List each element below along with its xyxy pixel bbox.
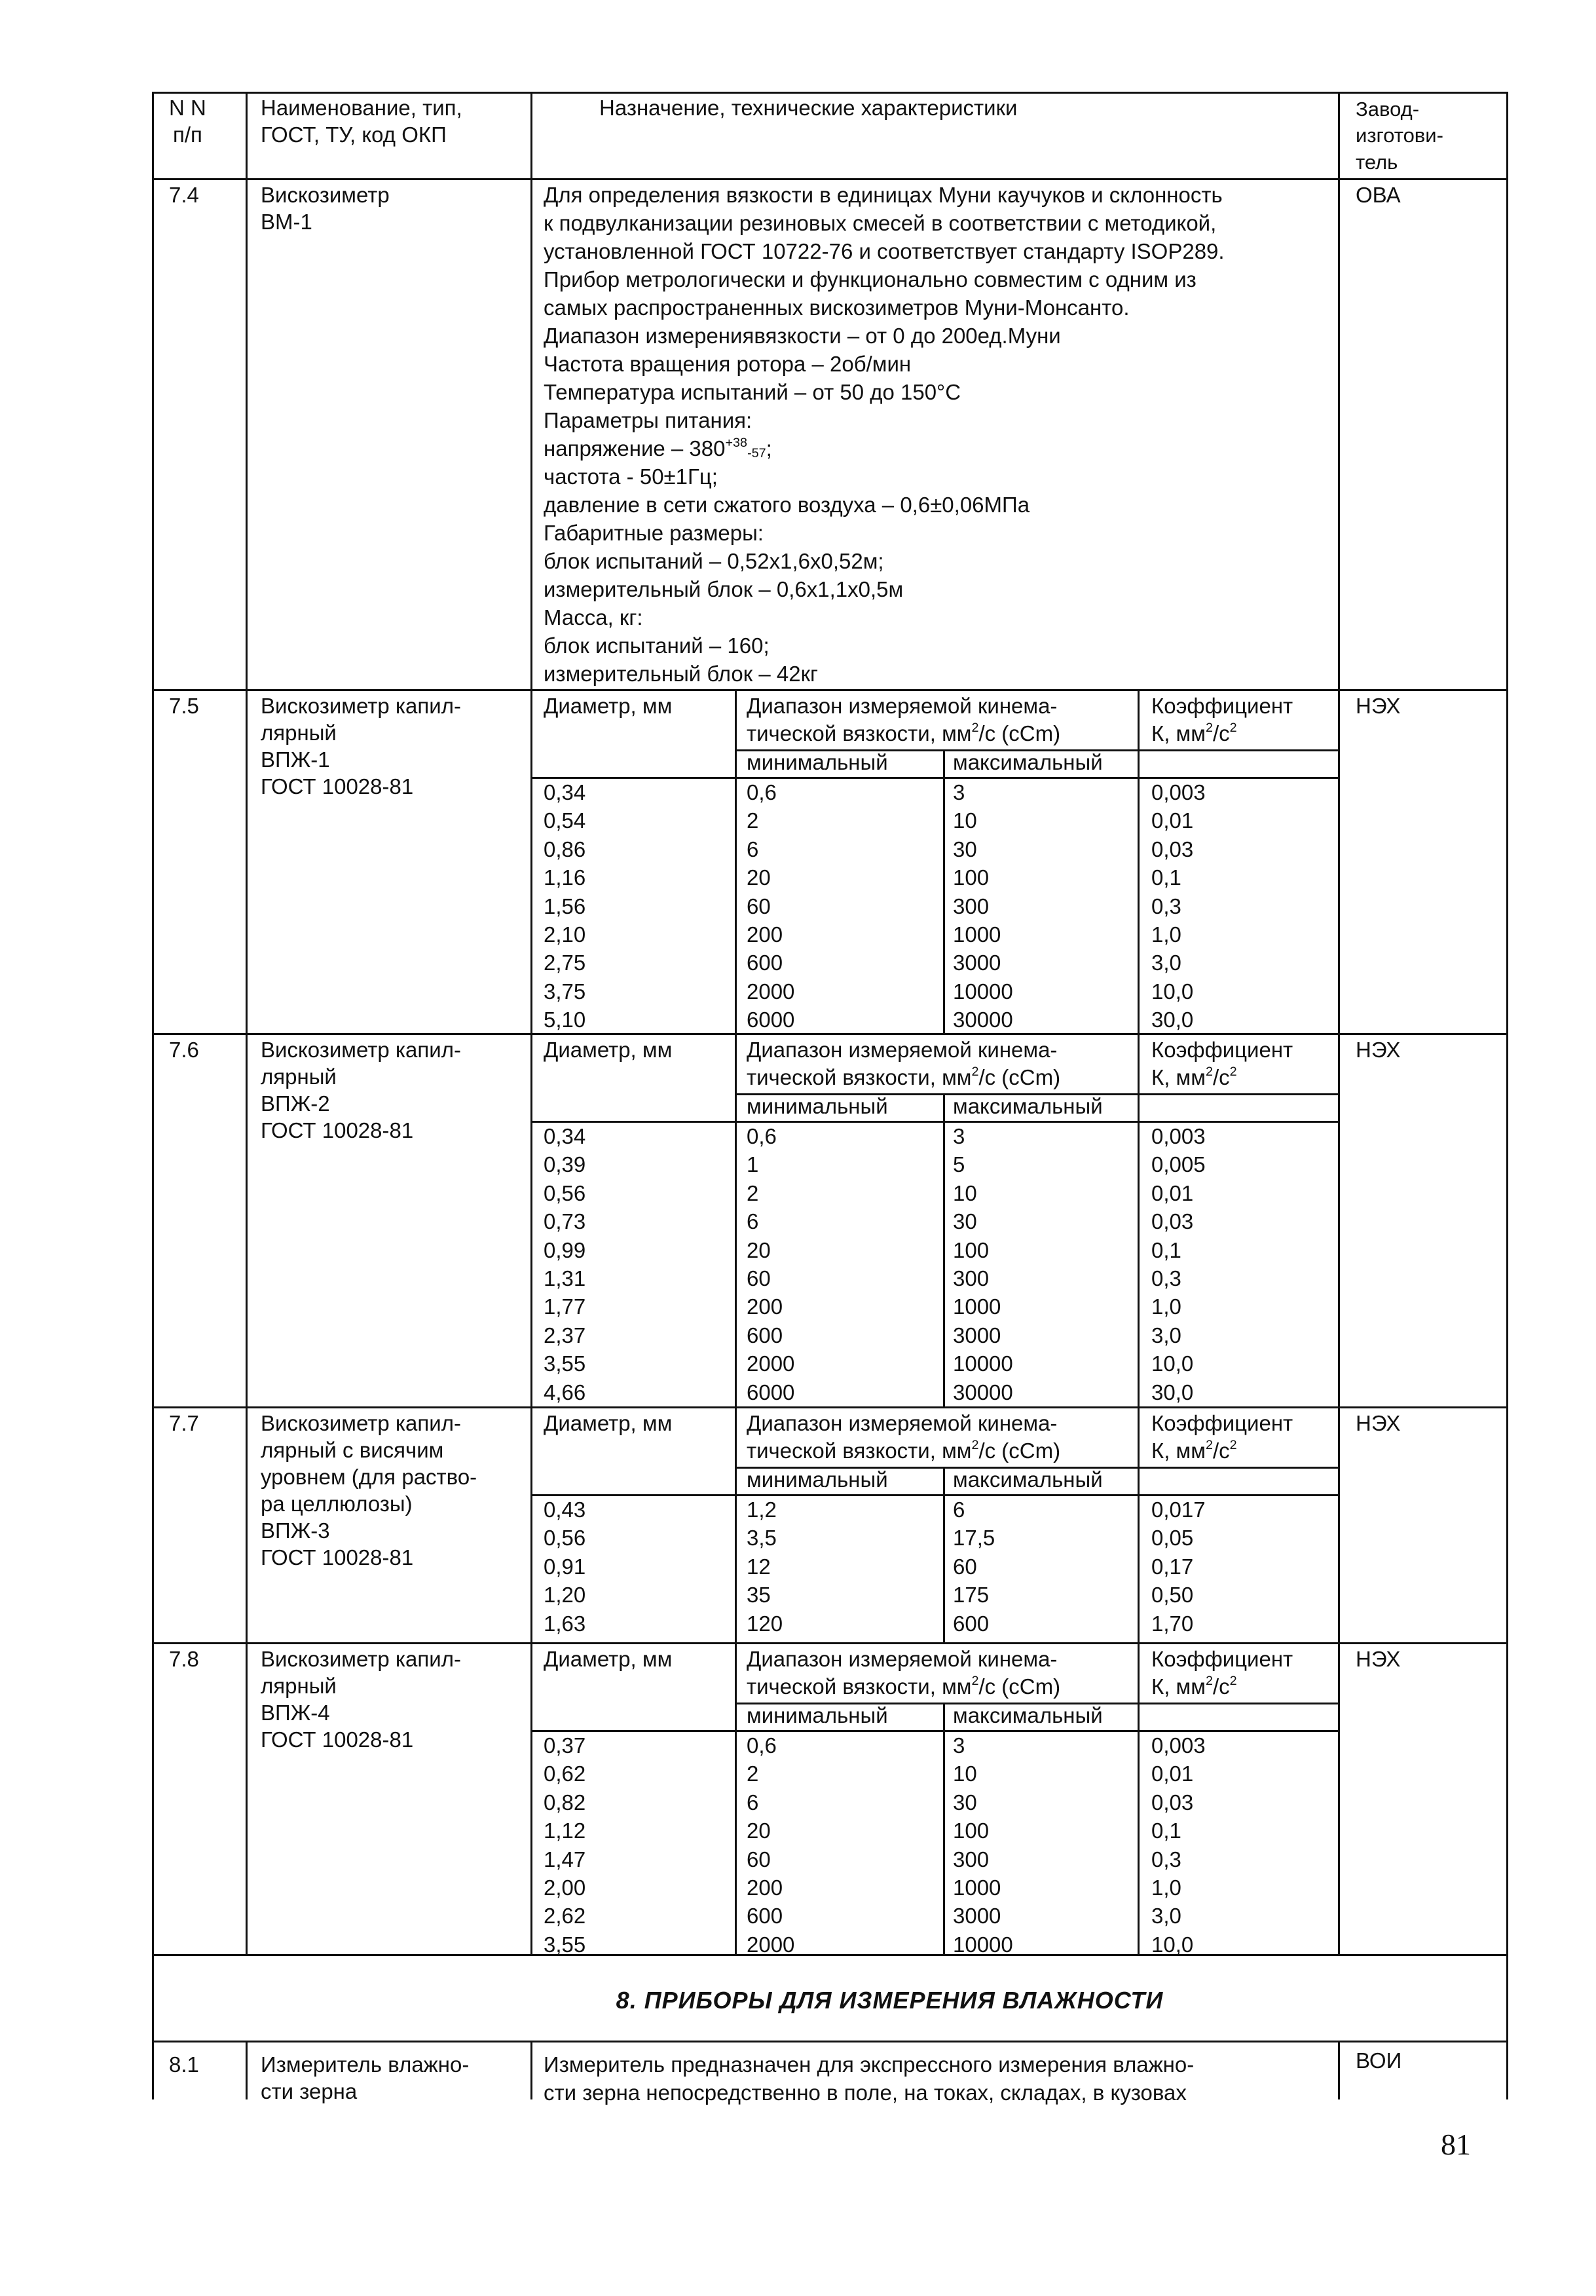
row-7-4-bottom-rule <box>152 689 1506 691</box>
superscript: 2 <box>1205 1674 1213 1689</box>
min-viscosity-cell: 0,6 <box>747 780 777 804</box>
row-7-4-desc-line: Для определения вязкости в единицах Муни каучуков и склонность <box>544 183 1223 207</box>
coefficient-cell: 3,0 <box>1151 1323 1181 1347</box>
max-viscosity-cell: 175 <box>953 1583 990 1608</box>
coefficient-header-line-2: К, $мм^2/с^2$ <box>1151 1438 1237 1463</box>
coefficient-cell: 0,1 <box>1151 1818 1181 1843</box>
max-viscosity-cell: 30 <box>953 837 977 861</box>
column-rule <box>530 2041 532 2099</box>
coefficient-cell: 0,01 <box>1151 1761 1194 1786</box>
coefficient-cell: 0,005 <box>1151 1152 1206 1177</box>
subtable-col-rule <box>1138 1033 1140 1406</box>
coefficient-cell: 0,17 <box>1151 1554 1194 1579</box>
row-7-7-bottom-rule <box>152 1642 1506 1644</box>
coefficient-cell: 0,003 <box>1151 1124 1206 1148</box>
diameter-cell: 0,34 <box>544 1124 586 1148</box>
max-header: максимальный <box>953 1094 1103 1118</box>
coefficient-header-line-1: Коэффициент <box>1151 1038 1293 1062</box>
row-7-4-desc-line: Температура испытаний – от 50 до 150°С <box>544 380 961 404</box>
voltage-sup: +38 <box>725 436 748 451</box>
row-8-1-desc-line-2: сти зерна непосредственно в поле, на токах, складах, в кузовах <box>544 2080 1187 2105</box>
diameter-cell: 4,66 <box>544 1380 586 1404</box>
superscript: 2 <box>1229 1674 1237 1689</box>
r77-maker: НЭХ <box>1356 1411 1401 1435</box>
diameter-cell: 0,43 <box>544 1497 586 1522</box>
min-header: минимальный <box>747 1703 888 1727</box>
diameter-cell: 0,62 <box>544 1761 586 1786</box>
min-viscosity-cell: 6 <box>747 1790 759 1815</box>
max-viscosity-cell: 5 <box>953 1152 965 1177</box>
coefficient-cell: 10,0 <box>1151 979 1194 1004</box>
max-viscosity-cell: 10 <box>953 1180 977 1205</box>
row-8-1-desc-line-1: Измеритель предназначен для экспрессного измерения влажно- <box>544 2052 1195 2077</box>
diameter-cell: 1,56 <box>544 894 586 918</box>
max-viscosity-cell: 300 <box>953 1847 990 1872</box>
diameter-cell: 0,91 <box>544 1554 586 1579</box>
min-viscosity-cell: 60 <box>747 1847 771 1872</box>
min-viscosity-cell: 2 <box>747 808 759 833</box>
superscript: 2 <box>1229 1438 1237 1453</box>
coefficient-cell: 10,0 <box>1151 1932 1194 1957</box>
coefficient-header-line-1: Коэффициент <box>1151 1411 1293 1435</box>
diameter-cell: 1,12 <box>544 1818 586 1843</box>
superscript: 2 <box>971 1674 979 1689</box>
diameter-cell: 2,75 <box>544 950 586 975</box>
coefficient-cell: 3,0 <box>1151 950 1181 975</box>
coefficient-cell: 0,03 <box>1151 1790 1194 1815</box>
diameter-cell: 0,73 <box>544 1209 586 1234</box>
coefficient-header-line-2: К, $мм^2/с^2$ <box>1151 1674 1237 1699</box>
superscript: 2 <box>971 1064 979 1080</box>
superscript: 2 <box>971 721 979 736</box>
range-header-line-1: Диапазон измеряемой кинема- <box>747 1411 1058 1435</box>
row-7-4-desc-line: Параметры питания: <box>544 408 752 432</box>
diameter-cell: 0,37 <box>544 1733 586 1758</box>
header-name: Наименование, тип, ГОСТ, ТУ, код ОКП <box>261 96 462 147</box>
max-header: максимальный <box>953 1467 1103 1492</box>
range-header-line-1: Диапазон измеряемой кинема- <box>747 1038 1058 1062</box>
min-viscosity-cell: 12 <box>747 1554 771 1579</box>
diameter-header: Диаметр, мм <box>544 694 673 718</box>
min-viscosity-cell: 600 <box>747 1904 783 1929</box>
min-viscosity-cell: 20 <box>747 865 771 890</box>
r75-num: 7.5 <box>169 694 199 718</box>
row-7-4-desc-line: к подвулканизации резиновых смесей в соответствии с методикой, <box>544 211 1217 235</box>
superscript: 2 <box>1229 721 1237 736</box>
r76-num: 7.6 <box>169 1038 199 1062</box>
row-8-1-maker: ВОИ <box>1356 2048 1402 2073</box>
min-viscosity-cell: 0,6 <box>747 1733 777 1758</box>
column-rule <box>530 92 532 1954</box>
min-viscosity-cell: 20 <box>747 1818 771 1843</box>
subtable-col-rule <box>943 749 945 1033</box>
coefficient-header-line-2: К, $мм^2/с^2$ <box>1151 721 1237 745</box>
max-viscosity-cell: 30 <box>953 1209 977 1234</box>
coefficient-cell: 0,003 <box>1151 780 1206 804</box>
max-viscosity-cell: 3 <box>953 1733 965 1758</box>
r75-maker: НЭХ <box>1356 694 1401 718</box>
coefficient-cell: 0,05 <box>1151 1526 1194 1551</box>
coefficient-cell: 0,003 <box>1151 1733 1206 1758</box>
min-viscosity-cell: 2 <box>747 1180 759 1205</box>
max-viscosity-cell: 300 <box>953 1266 990 1290</box>
subtable-col-rule <box>1138 1642 1140 1954</box>
r78-num: 7.8 <box>169 1647 199 1671</box>
max-viscosity-cell: 30000 <box>953 1380 1013 1404</box>
diameter-cell: 0,82 <box>544 1790 586 1815</box>
subtable-header-rule <box>530 1121 1338 1123</box>
header-purpose: Назначение, технические характеристики <box>599 96 1018 120</box>
coefficient-cell: 0,50 <box>1151 1583 1194 1608</box>
max-viscosity-cell: 30 <box>953 1790 977 1815</box>
row-7-4-desc-line: Прибор метрологически и функционально совместим с одним из <box>544 267 1197 292</box>
row-8-1-num: 8.1 <box>169 2052 199 2077</box>
max-viscosity-cell: 600 <box>953 1611 990 1636</box>
diameter-cell: 2,37 <box>544 1323 586 1347</box>
diameter-cell: 1,63 <box>544 1611 586 1636</box>
min-viscosity-cell: 60 <box>747 1266 771 1290</box>
r75-name: Вискозиметр капил- лярный ВПЖ-1 ГОСТ 10028-81 <box>261 694 461 799</box>
max-header: максимальный <box>953 1703 1103 1727</box>
max-viscosity-cell: 3 <box>953 1124 965 1148</box>
column-rule <box>1338 2041 1340 2099</box>
subtable-col-rule <box>943 1703 945 1954</box>
subtable-col-rule <box>943 1467 945 1642</box>
diameter-cell: 1,47 <box>544 1847 586 1872</box>
subtable-col-rule <box>735 1642 737 1954</box>
diameter-cell: 0,34 <box>544 780 586 804</box>
diameter-cell: 0,86 <box>544 837 586 861</box>
row-8-1-name: Измеритель влажно- сти зерна <box>261 2052 470 2103</box>
range-header-line-1: Диапазон измеряемой кинема- <box>747 694 1058 718</box>
min-viscosity-cell: 1 <box>747 1152 759 1177</box>
page-number: 81 <box>1441 2128 1471 2161</box>
min-viscosity-cell: 2000 <box>747 1351 795 1376</box>
row-7-4-desc-line: Диапазон измерениявязкости – от 0 до 200ед.Муни <box>544 324 1061 348</box>
max-viscosity-cell: 10000 <box>953 1932 1013 1957</box>
min-viscosity-cell: 6 <box>747 837 759 861</box>
diameter-header: Диаметр, мм <box>544 1647 673 1671</box>
max-header: максимальный <box>953 750 1103 774</box>
diameter-header: Диаметр, мм <box>544 1038 673 1062</box>
range-header-line-2: тической вязкости, $мм^2/с$ (сCm) <box>747 1064 1061 1089</box>
header-bottom-rule <box>152 178 1506 180</box>
coefficient-cell: 3,0 <box>1151 1904 1181 1929</box>
min-viscosity-cell: 200 <box>747 1875 783 1900</box>
superscript: 2 <box>1205 721 1213 736</box>
coefficient-cell: 1,0 <box>1151 1875 1181 1900</box>
range-header-line-1: Диапазон измеряемой кинема- <box>747 1647 1058 1671</box>
header-maker: Завод- изготови- тель <box>1356 98 1443 174</box>
min-viscosity-cell: 6000 <box>747 1380 795 1404</box>
diameter-cell: 0,56 <box>544 1526 586 1551</box>
max-viscosity-cell: 1000 <box>953 922 1001 947</box>
min-header: минимальный <box>747 1467 888 1492</box>
r76-maker: НЭХ <box>1356 1038 1401 1062</box>
table-right-rule <box>1506 92 1508 2099</box>
max-viscosity-cell: 100 <box>953 1818 990 1843</box>
diameter-cell: 0,54 <box>544 808 586 833</box>
min-viscosity-cell: 35 <box>747 1583 771 1608</box>
superscript: 2 <box>1229 1064 1237 1080</box>
subtable-header-rule <box>530 1494 1338 1496</box>
r76-name: Вискозиметр капил- лярный ВПЖ-2 ГОСТ 10028-81 <box>261 1038 461 1142</box>
coefficient-cell: 0,01 <box>1151 1180 1194 1205</box>
row-7-4-desc-line: давление в сети сжатого воздуха – 0,6±0,06МПа <box>544 493 1030 517</box>
diameter-cell: 2,62 <box>544 1904 586 1929</box>
subtable-col-rule <box>735 1033 737 1406</box>
subtable-col-rule <box>943 1093 945 1406</box>
subtable-col-rule <box>1138 1406 1140 1642</box>
coefficient-header-line-1: Коэффициент <box>1151 694 1293 718</box>
max-viscosity-cell: 10 <box>953 808 977 833</box>
max-viscosity-cell: 100 <box>953 1237 990 1262</box>
header-num: N N п/п <box>169 96 206 147</box>
min-viscosity-cell: 2 <box>747 1761 759 1786</box>
min-viscosity-cell: 1,2 <box>747 1497 777 1522</box>
min-viscosity-cell: 60 <box>747 894 771 918</box>
row-7-8-bottom-rule <box>152 1954 1506 1956</box>
row-7-5-bottom-rule <box>152 1033 1506 1035</box>
diameter-cell: 2,10 <box>544 922 586 947</box>
row-7-4-name: Вискозиметр ВМ-1 <box>261 183 390 234</box>
coefficient-cell: 0,017 <box>1151 1497 1206 1522</box>
diameter-cell: 3,55 <box>544 1351 586 1376</box>
row-7-4-desc-line: измерительный блок – 42кг <box>544 662 819 686</box>
range-header-line-2: тической вязкости, $мм^2/с$ (сCm) <box>747 1674 1061 1699</box>
coefficient-cell: 1,0 <box>1151 922 1181 947</box>
min-header: минимальный <box>747 750 888 774</box>
coefficient-cell: 0,01 <box>1151 808 1194 833</box>
r78-maker: НЭХ <box>1356 1647 1401 1671</box>
coefficient-cell: 30,0 <box>1151 1007 1194 1032</box>
section-8-bottom-rule <box>152 2041 1506 2042</box>
max-viscosity-cell: 6 <box>953 1497 965 1522</box>
min-viscosity-cell: 200 <box>747 922 783 947</box>
min-viscosity-cell: 2000 <box>747 1932 795 1957</box>
diameter-cell: 0,99 <box>544 1237 586 1262</box>
max-viscosity-cell: 3000 <box>953 1323 1001 1347</box>
column-rule <box>246 2041 248 2099</box>
table-left-rule <box>152 92 154 2099</box>
coefficient-cell: 0,3 <box>1151 1847 1181 1872</box>
row-7-4-desc-line: Частота вращения ротора – 2об/мин <box>544 352 912 376</box>
max-viscosity-cell: 300 <box>953 894 990 918</box>
coefficient-cell: 1,0 <box>1151 1294 1181 1319</box>
coefficient-cell: 0,1 <box>1151 865 1181 890</box>
row-7-4-desc-line: напряжение – $380^{+38}_{-57}$; <box>544 436 772 461</box>
r77-num: 7.7 <box>169 1411 199 1435</box>
row-7-4-desc-line: установленной ГОСТ 10722-76 и соответствует стандарту ISOP289. <box>544 239 1225 263</box>
row-7-4-maker: ОВА <box>1356 183 1401 207</box>
min-viscosity-cell: 600 <box>747 950 783 975</box>
diameter-cell: 0,39 <box>544 1152 586 1177</box>
subtable-header-rule <box>530 777 1338 779</box>
min-viscosity-cell: 6000 <box>747 1007 795 1032</box>
diameter-cell: 1,20 <box>544 1583 586 1608</box>
max-viscosity-cell: 1000 <box>953 1294 1001 1319</box>
coefficient-cell: 30,0 <box>1151 1380 1194 1404</box>
min-viscosity-cell: 2000 <box>747 979 795 1004</box>
diameter-cell: 1,31 <box>544 1266 586 1290</box>
diameter-header: Диаметр, мм <box>544 1411 673 1435</box>
max-viscosity-cell: 3000 <box>953 950 1001 975</box>
max-viscosity-cell: 3000 <box>953 1904 1001 1929</box>
row-7-4-desc-line: Масса, кг: <box>544 605 643 630</box>
min-viscosity-cell: 6 <box>747 1209 759 1234</box>
diameter-cell: 2,00 <box>544 1875 586 1900</box>
superscript: 2 <box>1205 1064 1213 1080</box>
column-rule <box>1338 92 1340 1954</box>
coefficient-cell: 0,03 <box>1151 1209 1194 1234</box>
min-header: минимальный <box>747 1094 888 1118</box>
range-header-line-2: тической вязкости, $мм^2/с$ (сCm) <box>747 721 1061 745</box>
min-viscosity-cell: 3,5 <box>747 1526 777 1551</box>
min-viscosity-cell: 20 <box>747 1237 771 1262</box>
min-viscosity-cell: 600 <box>747 1323 783 1347</box>
diameter-cell: 0,56 <box>544 1180 586 1205</box>
row-7-4-desc-line: блок испытаний – 0,52х1,6х0,52м; <box>544 549 884 573</box>
max-viscosity-cell: 1000 <box>953 1875 1001 1900</box>
voltage-sub: -57 <box>747 445 766 461</box>
row-7-4-desc-line: Габаритные размеры: <box>544 521 764 545</box>
diameter-cell: 3,55 <box>544 1932 586 1957</box>
column-rule <box>246 92 248 1954</box>
diameter-cell: 5,10 <box>544 1007 586 1032</box>
coefficient-cell: 1,70 <box>1151 1611 1194 1636</box>
max-viscosity-cell: 3 <box>953 780 965 804</box>
min-viscosity-cell: 0,6 <box>747 1124 777 1148</box>
row-7-4-num: 7.4 <box>169 183 199 207</box>
max-viscosity-cell: 10000 <box>953 1351 1013 1376</box>
coefficient-header-line-1: Коэффициент <box>1151 1647 1293 1671</box>
r77-name: Вискозиметр капил- лярный с висячим уровнем (для раство- ра целлюлозы) ВПЖ-3 ГОСТ 10028-81 <box>261 1411 477 1570</box>
coefficient-cell: 0,03 <box>1151 837 1194 861</box>
coefficient-cell: 0,3 <box>1151 894 1181 918</box>
max-viscosity-cell: 10000 <box>953 979 1013 1004</box>
coefficient-cell: 0,1 <box>1151 1237 1181 1262</box>
diameter-cell: 1,77 <box>544 1294 586 1319</box>
row-7-4-desc-line: блок испытаний – 160; <box>544 633 770 658</box>
coefficient-cell: 0,3 <box>1151 1266 1181 1290</box>
row-7-6-bottom-rule <box>152 1406 1506 1408</box>
max-viscosity-cell: 100 <box>953 865 990 890</box>
max-viscosity-cell: 60 <box>953 1554 977 1579</box>
row-7-4-desc-line: самых распространенных вискозиметров Муни-Монсанто. <box>544 295 1130 320</box>
subtable-col-rule <box>1138 689 1140 1033</box>
section-8-title: 8. ПРИБОРЫ ДЛЯ ИЗМЕРЕНИЯ ВЛАЖНОСТИ <box>616 1987 1164 2014</box>
coefficient-header-line-2: К, $мм^2/с^2$ <box>1151 1064 1237 1089</box>
min-viscosity-cell: 120 <box>747 1611 783 1636</box>
superscript: 2 <box>1205 1438 1213 1453</box>
diameter-cell: 1,16 <box>544 865 586 890</box>
max-viscosity-cell: 10 <box>953 1761 977 1786</box>
min-viscosity-cell: 200 <box>747 1294 783 1319</box>
table-top-rule <box>152 92 1506 94</box>
range-header-line-2: тической вязкости, $мм^2/с$ (сCm) <box>747 1438 1061 1463</box>
diameter-cell: 3,75 <box>544 979 586 1004</box>
subtable-header-rule <box>530 1730 1338 1732</box>
r78-name: Вискозиметр капил- лярный ВПЖ-4 ГОСТ 10028-81 <box>261 1647 461 1752</box>
superscript: 2 <box>971 1438 979 1453</box>
row-7-4-desc-line: измерительный блок – 0,6х1,1х0,5м <box>544 577 904 601</box>
coefficient-cell: 10,0 <box>1151 1351 1194 1376</box>
row-7-4-desc-line: частота - 50±1Гц; <box>544 464 718 489</box>
max-viscosity-cell: 30000 <box>953 1007 1013 1032</box>
subtable-col-rule <box>735 1406 737 1642</box>
max-viscosity-cell: 17,5 <box>953 1526 995 1551</box>
subtable-col-rule <box>735 689 737 1033</box>
